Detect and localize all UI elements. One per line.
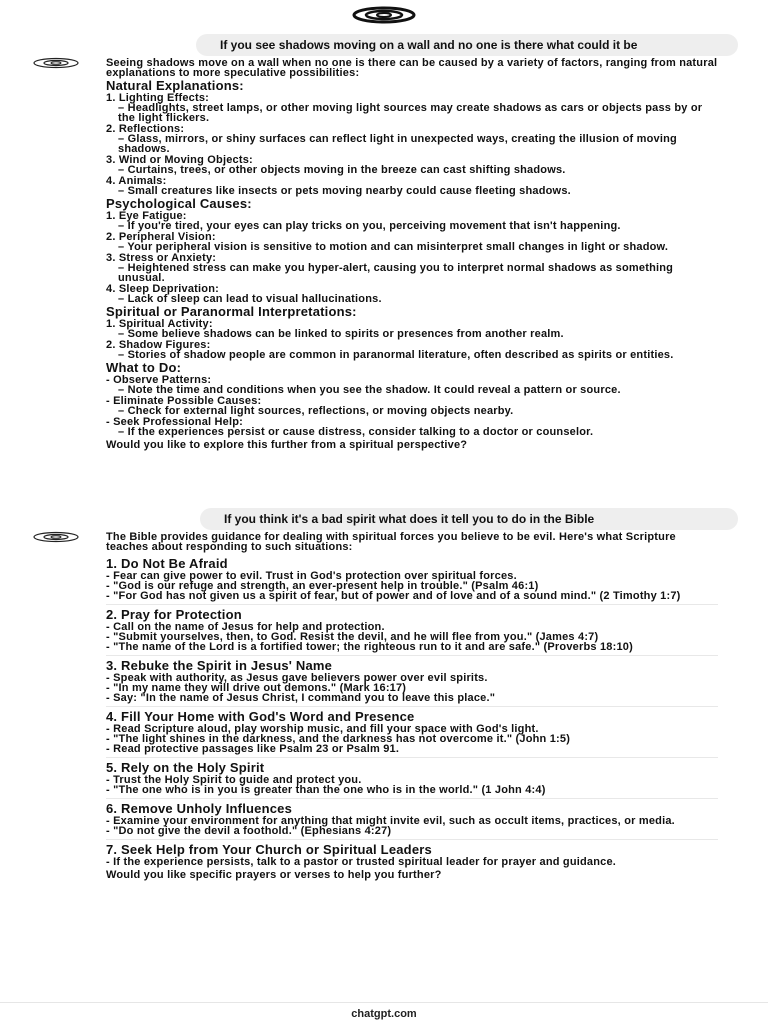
section-heading: 2. Pray for Protection: [106, 607, 242, 622]
item-title: 1. Spiritual Activity:: [106, 318, 213, 330]
list-item: [106, 232, 718, 252]
list-item: [106, 124, 718, 154]
user-message-bubble: [196, 34, 738, 56]
item-title: - Observe Patterns:: [106, 374, 212, 386]
sub-item: – Stories of shadow people are common in paranormal literature, often described as spirits or entities.: [118, 350, 718, 360]
bullet-item: - Read protective passages like Psalm 23 or Psalm 91.: [106, 744, 718, 754]
item-title: 3. Wind or Moving Objects:: [106, 154, 253, 166]
bullet-item: - "In my name they will drive out demons." (Mark 16:17): [106, 683, 718, 693]
bullet-item: - Trust the Holy Spirit to guide and protect you.: [106, 775, 718, 785]
response-intro: Seeing shadows move on a wall when no one is there can be caused by a variety of factors, ranging from natural explanations to more speculative possibilities:: [106, 57, 718, 79]
sub-item: – Headlights, street lamps, or other moving light sources may create shadows as cars or objects pass by or the light flickers.: [118, 103, 718, 123]
assistant-avatar-icon: [30, 56, 82, 70]
bullet-item: - "Submit yourselves, then, to God. Resist the devil, and he will flee from you." (James 4:7): [106, 632, 718, 642]
item-title: 2. Shadow Figures:: [106, 339, 211, 351]
item-title: 2. Reflections:: [106, 123, 185, 135]
response-section: [106, 799, 718, 840]
section-heading: 5. Rely on the Holy Spirit: [106, 760, 265, 775]
assistant-response: [106, 58, 718, 452]
sub-item: – Lack of sleep can lead to visual hallucinations.: [118, 294, 718, 304]
response-intro: The Bible provides guidance for dealing with spiritual forces you believe to be evil. Here's what Scripture teaches about responding to such situations:: [106, 531, 676, 553]
item-title: 4. Sleep Deprivation:: [106, 283, 220, 295]
user-message-bubble: [200, 508, 738, 530]
assistant-avatar-icon: [30, 530, 82, 544]
bullet-item: - "The one who is in you is greater than the one who is in the world." (1 John 4:4): [106, 785, 718, 795]
section-heading: 3. Rebuke the Spirit in Jesus' Name: [106, 658, 333, 673]
section-heading: Natural Explanations:: [106, 78, 244, 93]
sub-item: – Small creatures like insects or pets moving nearby could cause fleeting shadows.: [118, 186, 718, 196]
response-section: [106, 554, 718, 605]
bullet-item: - Examine your environment for anything that might invite evil, such as occult items, practices, or media.: [106, 816, 718, 826]
item-title: 2. Peripheral Vision:: [106, 231, 216, 243]
bullet-item: - "God is our refuge and strength, an ever-present help in trouble." (Psalm 46:1): [106, 581, 718, 591]
response-section: [106, 840, 718, 870]
item-title: - Eliminate Possible Causes:: [106, 395, 262, 407]
list-item: [106, 284, 718, 304]
bullet-item: - Fear can give power to evil. Trust in God's protection over spiritual forces.: [106, 571, 718, 581]
sub-item: – Your peripheral vision is sensitive to motion and can misinterpret small changes in light or shadow.: [118, 242, 718, 252]
bullet-item: - Speak with authority, as Jesus gave believers power over evil spirits.: [106, 673, 718, 683]
section-heading: 4. Fill Your Home with God's Word and Presence: [106, 709, 415, 724]
section-heading: What to Do:: [106, 360, 182, 375]
section-heading: Spiritual or Paranormal Interpretations:: [106, 304, 357, 319]
item-title: - Seek Professional Help:: [106, 416, 244, 428]
assistant-response: [106, 532, 718, 882]
sub-item: – If you're tired, your eyes can play tricks on you, perceiving movement that isn't happening.: [118, 221, 718, 231]
sub-item: – Some believe shadows can be linked to spirits or presences from another realm.: [118, 329, 718, 339]
response-closing: Would you like specific prayers or verses to help you further?: [106, 869, 442, 881]
user-message-text: If you see shadows moving on a wall and no one is there what could it be: [220, 38, 638, 52]
user-message-text: If you think it's a bad spirit what does it tell you to do in the Bible: [224, 512, 595, 526]
sub-item: – Heightened stress can make you hyper-alert, causing you to interpret normal shadows as something unusual.: [118, 263, 718, 283]
response-section: [106, 707, 718, 758]
sub-item: – Glass, mirrors, or shiny surfaces can reflect light in unexpected ways, creating the illusion of moving shadows.: [118, 134, 718, 154]
list-item: [106, 340, 718, 360]
domain-label: chatgpt.com: [351, 1008, 417, 1020]
response-section: [106, 605, 718, 656]
chatgpt-logo-icon: [336, 4, 432, 26]
list-item: [106, 417, 718, 437]
list-item: [106, 396, 718, 416]
section-heading: Psychological Causes:: [106, 196, 252, 211]
bullet-item: - Read Scripture aloud, play worship music, and fill your space with God's light.: [106, 724, 718, 734]
bullet-item: - "The name of the Lord is a fortified tower; the righteous run to it and are safe." (Proverbs 18:10): [106, 642, 718, 652]
bullet-item: - "For God has not given us a spirit of fear, but of power and of love and of a sound mind." (2 Timothy 1:7): [106, 591, 718, 601]
item-title: 1. Eye Fatigue:: [106, 210, 187, 222]
response-section: [106, 758, 718, 799]
bullet-item: - "Do not give the devil a foothold." (Ephesians 4:27): [106, 826, 718, 836]
item-title: 1. Lighting Effects:: [106, 92, 209, 104]
response-closing: Would you like to explore this further from a spiritual perspective?: [106, 439, 468, 451]
sub-item: – Check for external light sources, reflections, or moving objects nearby.: [118, 406, 718, 416]
list-item: [106, 319, 718, 339]
sub-item: – Note the time and conditions when you see the shadow. It could reveal a pattern or source.: [118, 385, 718, 395]
response-section: [106, 656, 718, 707]
section-heading: 7. Seek Help from Your Church or Spiritual Leaders: [106, 842, 432, 857]
bullet-item: - Call on the name of Jesus for help and protection.: [106, 622, 718, 632]
footer-domain: [0, 1002, 768, 1025]
list-item: [106, 211, 718, 231]
section-heading: 6. Remove Unholy Influences: [106, 801, 293, 816]
section-heading: 1. Do Not Be Afraid: [106, 556, 228, 571]
list-item: [106, 155, 718, 175]
item-title: 3. Stress or Anxiety:: [106, 252, 217, 264]
bullet-item: - If the experience persists, talk to a pastor or trusted spiritual leader for prayer and guidance.: [106, 857, 718, 867]
sub-item: – If the experiences persist or cause distress, consider talking to a doctor or counselor.: [118, 427, 718, 437]
bullet-item: - "The light shines in the darkness, and the darkness has not overcome it." (John 1:5): [106, 734, 718, 744]
item-title: 4. Animals:: [106, 175, 167, 187]
list-item: [106, 375, 718, 395]
list-item: [106, 253, 718, 283]
list-item: [106, 176, 718, 196]
bullet-item: - Say: "In the name of Jesus Christ, I command you to leave this place.": [106, 693, 718, 703]
list-item: [106, 93, 718, 123]
sub-item: – Curtains, trees, or other objects moving in the breeze can cast shifting shadows.: [118, 165, 718, 175]
